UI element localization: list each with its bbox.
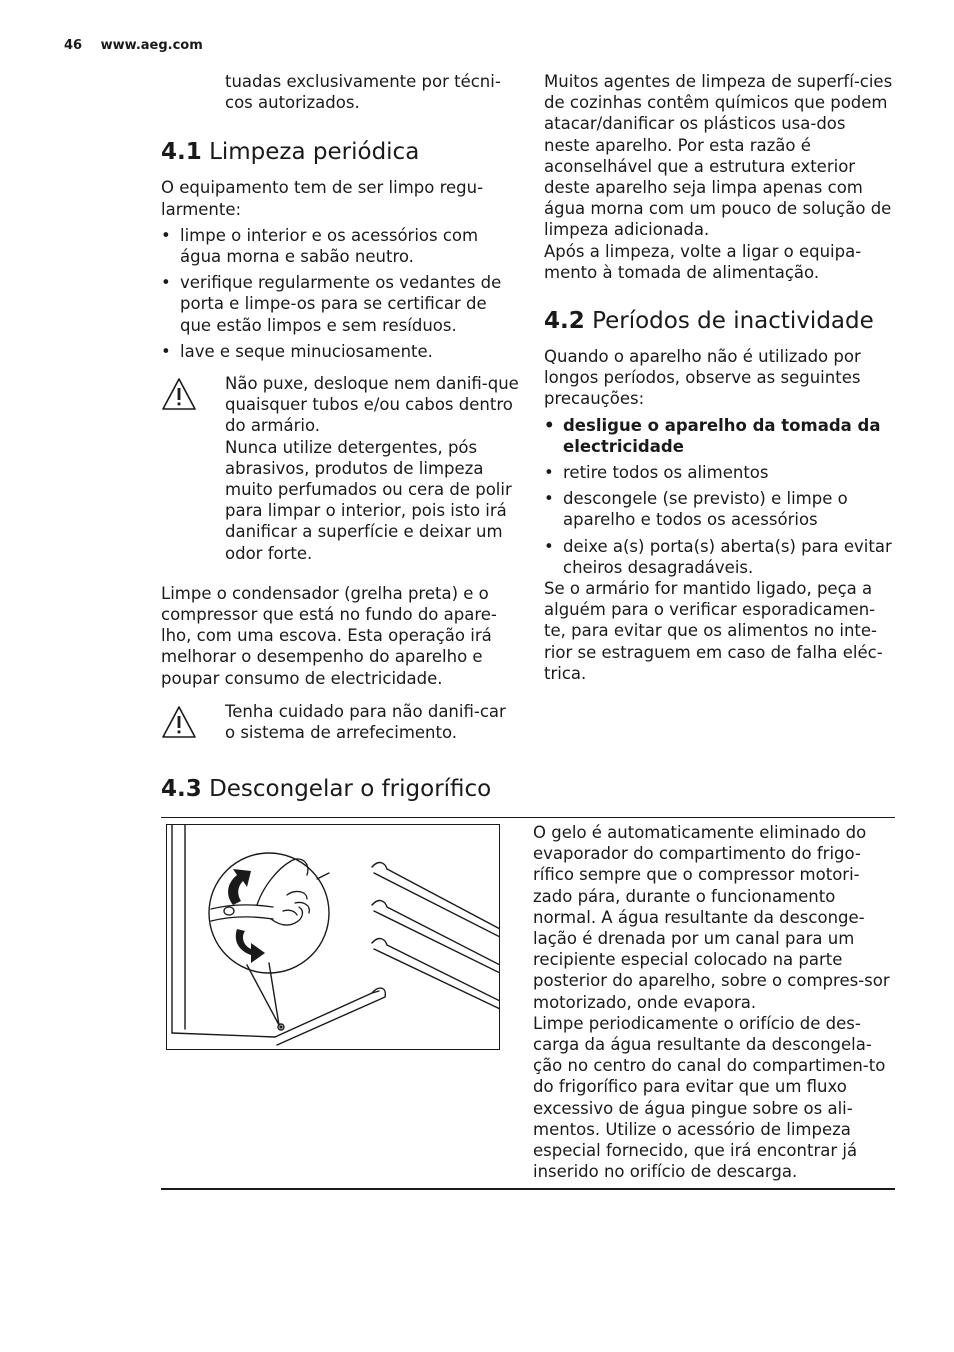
website-link[interactable]: www.aeg.com xyxy=(100,38,203,53)
list-item: • retire todos os alimentos xyxy=(544,462,894,483)
defrost-paragraph-1: O gelo é automaticamente eliminado do evaporador do compartimento do frigo-rífico sempre que o compressor motori-zado pára, durante o funcionamento normal. A água resultante da desconge-lação é drenada por um canal para um recipiente especial colocado na parte posterior do aparelho, sobre o compres-sor motorizado, onde evapora. xyxy=(533,823,890,1012)
warning-triangle-icon xyxy=(161,705,197,739)
section-number: 4.2 xyxy=(544,308,585,335)
section-4-3-body xyxy=(533,822,895,1182)
section-4-2-intro: Quando o aparelho não é utilizado por longos períodos, observe as seguintes precauções: xyxy=(544,347,861,409)
section-4-1-intro: O equipamento tem de ser limpo regu-larmente: xyxy=(161,178,484,219)
warning-1-text: Não puxe, desloque nem danifi-que quaisquer tubos e/ou cabos dentro do armário. xyxy=(225,374,519,436)
list-item: • descongele (se previsto) e limpe o aparelho e todos os acessórios xyxy=(544,488,894,530)
warning-block-2 xyxy=(161,701,521,743)
section-4-2-closing: Se o armário for mantido ligado, peça a alguém para o verificar esporadicamen-te, para evitar que os alimentos no inte-rior se estraguem em caso de falha eléc-trica. xyxy=(544,579,883,683)
section-title: Períodos de inactividade xyxy=(592,308,874,335)
inactivity-bullet-list xyxy=(544,415,894,578)
section-number: 4.3 xyxy=(161,776,202,802)
list-item: • limpe o interior e os acessórios com água morna e sabão neutro. xyxy=(161,225,521,267)
section-4-1-heading xyxy=(161,138,521,166)
list-item: • lave e seque minuciosamente. xyxy=(161,341,521,362)
list-item: • deixe a(s) porta(s) aberta(s) para evitar cheiros desagradáveis. xyxy=(544,536,894,578)
intro-continuation: tuadas exclusivamente por técni-cos autorizados. xyxy=(225,72,501,113)
left-column xyxy=(161,71,521,743)
table-top-rule xyxy=(161,817,895,818)
defrost-illustration xyxy=(166,824,500,1050)
section-number: 4.1 xyxy=(161,139,202,166)
reconnect-paragraph: Após a limpeza, volte a ligar o equipa-mento à tomada de alimentação. xyxy=(544,241,862,282)
list-item: • verifique regularmente os vedantes de porta e limpe-os para se certificar de que estão limpos e sem resíduos. xyxy=(161,272,521,336)
table-bottom-rule xyxy=(161,1188,895,1190)
condenser-paragraph: Limpe o condensador (grelha preta) e o compressor que está no fundo do apare-lho, com uma escova. Esta operação irá melhorar o desempenho do aparelho e poupar consumo de electricidade. xyxy=(161,583,497,688)
warning-1-text-2: Nunca utilize detergentes, pós abrasivos, produtos de limpeza muito perfumados ou cera de polir para limpar o interior, pois isto irá danificar a superfície e deixar um odor forte. xyxy=(225,437,512,563)
section-4-3-heading xyxy=(161,775,491,803)
fridge-drain-illustration xyxy=(167,825,500,1050)
section-title: Descongelar o frigorífico xyxy=(209,776,492,802)
defrost-paragraph-2: Limpe periodicamente o orifício de des-carga da água resultante da descongela-ção no centro do canal do compartimen-to do frigorífico para evitar que um fluxo excessivo de água pingue sobre os ali-mentos. Utilize o acessório de limpeza especial fornecido, que irá encontrar já inserido no orifício de descarga. xyxy=(533,1013,886,1182)
right-column xyxy=(544,71,894,684)
cleaning-bullet-list xyxy=(161,225,521,362)
warning-2-text: Tenha cuidado para não danifi-car o sistema de arrefecimento. xyxy=(225,701,506,743)
warning-block-1 xyxy=(161,373,521,564)
page-number: 46 xyxy=(64,38,83,53)
list-item: • desligue o aparelho da tomada da electricidade xyxy=(544,415,894,457)
section-4-2-heading xyxy=(544,307,894,335)
section-title: Limpeza periódica xyxy=(209,139,420,166)
chemicals-paragraph: Muitos agentes de limpeza de superfí-cies de cozinhas contêm químicos que podem atacar/danificar os plásticos usa-dos neste aparelho. Por esta razão é aconselhável que a estrutura exterior deste aparelho seja limpa apenas com água morna com um pouco de solução de limpeza adicionada. xyxy=(544,72,893,240)
warning-triangle-icon xyxy=(161,377,197,411)
page-header xyxy=(64,38,203,53)
